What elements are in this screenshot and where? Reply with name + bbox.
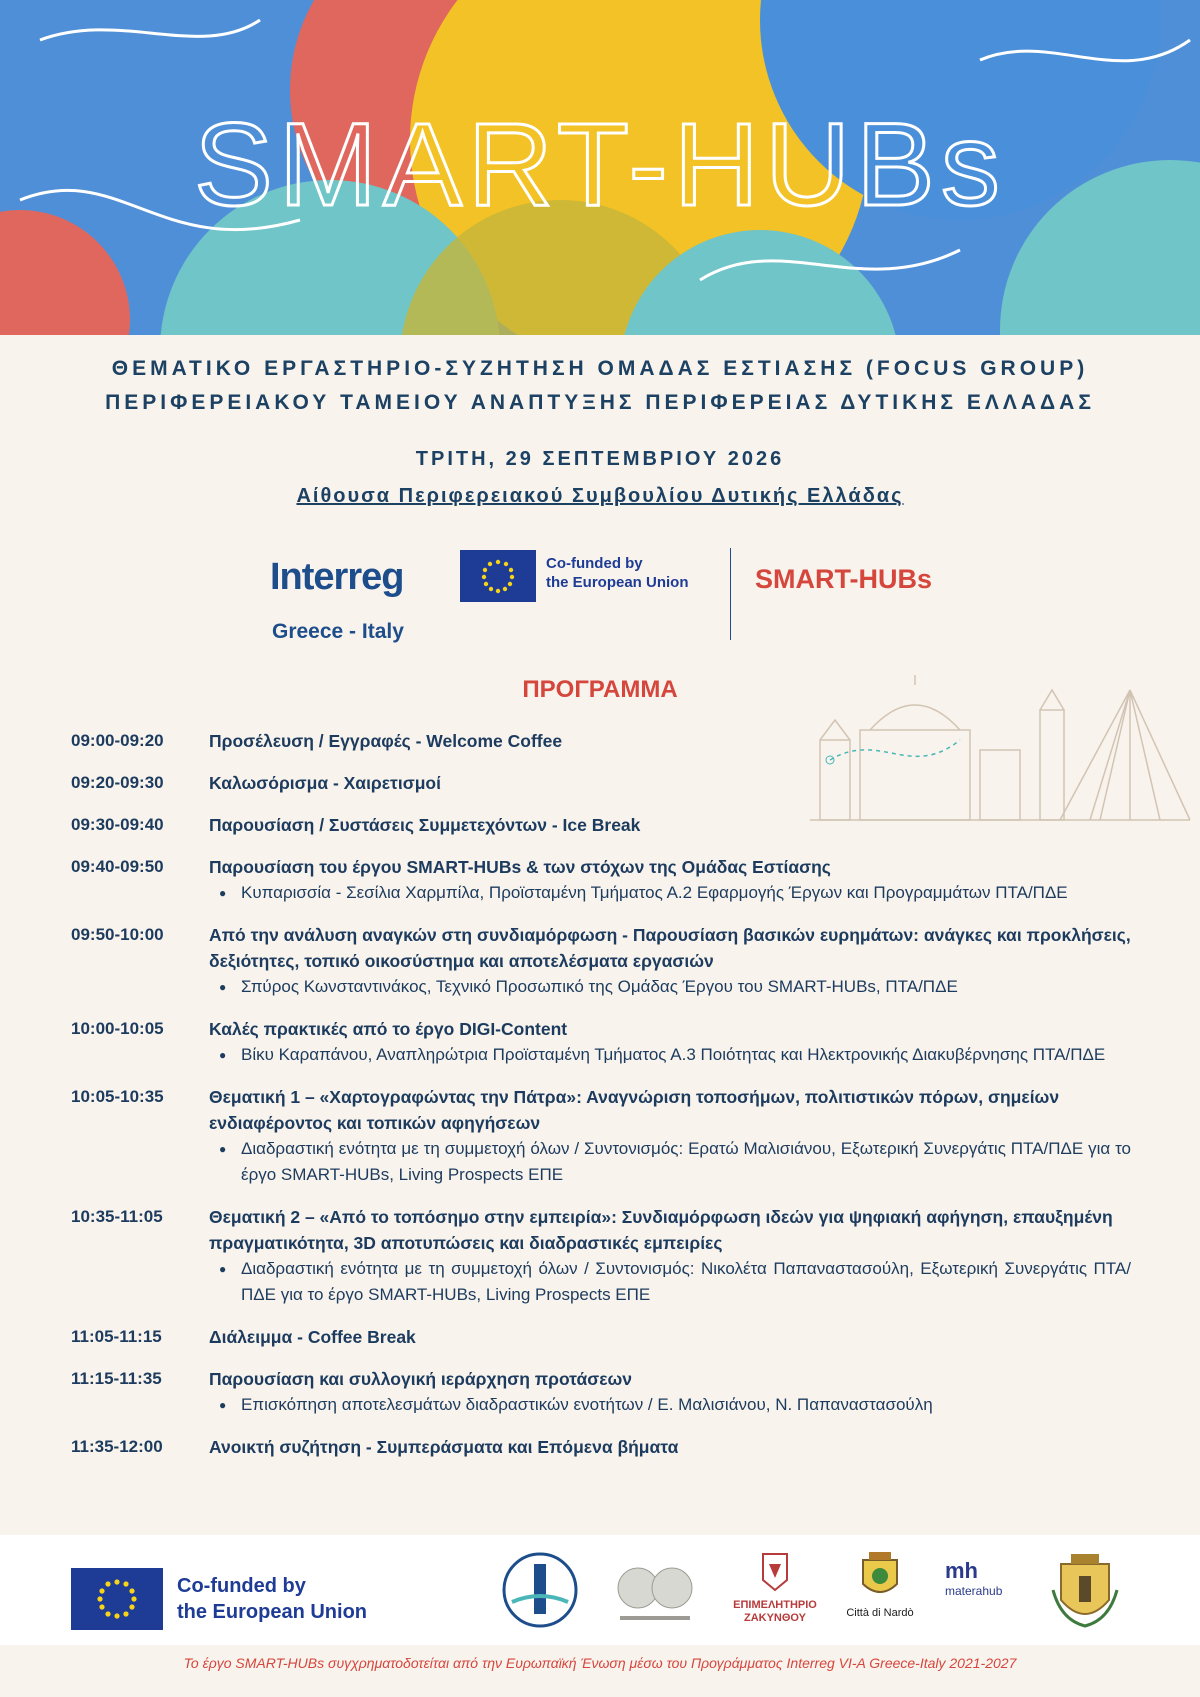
footer-cofund-line1: Co-funded by <box>177 1575 306 1597</box>
eu-flag-icon <box>460 550 536 602</box>
zakynthos-emblem-icon <box>755 1550 795 1594</box>
agenda-time: 09:40-09:50 <box>71 857 164 876</box>
agenda-content <box>209 1434 1131 1460</box>
agenda-topic: Από την ανάλυση αναγκών στη συνδιαμόρφωση - Παρουσίαση βασικών ευρημάτων: ανάγκες και προκλήσεις, δεξιότητες, τοπικό οικοσύστημα και αποτελέσματα εργασιών <box>209 925 1131 971</box>
event-date: ΤΡΙΤΗ, 29 ΣΕΠΤΕΜΒΡΙΟΥ 2026 <box>415 448 785 470</box>
agenda-time: 09:20-09:30 <box>71 773 164 792</box>
agenda-details <box>209 1042 1131 1068</box>
agenda-details <box>209 880 1131 906</box>
agenda-topic: Διάλειμμα - Coffee Break <box>209 1327 416 1347</box>
program-title: ΠΡΟΓΡΑΜΜΑ <box>522 676 678 703</box>
agenda-row <box>71 1324 1131 1350</box>
nardo-crest-icon <box>857 1550 903 1602</box>
banner-artwork <box>0 0 1200 335</box>
agenda-detail-item: ● Επισκόπηση αποτελεσμάτων διαδραστικών ενοτήτων / Ε. Μαλισιάνου, Ν. Παπαναστασούλη <box>241 1392 1131 1418</box>
agenda-time: 09:00-09:20 <box>71 731 164 750</box>
agenda-row <box>71 1366 1131 1418</box>
agenda-topic: Ανοικτή συζήτηση - Συμπεράσματα και Επόμενα βήματα <box>209 1437 679 1457</box>
zakynthos-chamber-logo <box>725 1550 825 1630</box>
agenda-detail-item: ● Σπύρος Κωνσταντινάκος, Τεχνικό Προσωπικό της Ομάδας Έργου του SMART-HUBs, ΠΤΑ/ΠΔΕ <box>241 974 1131 1000</box>
banner-logo-text: SMART-HUBs <box>194 99 1006 231</box>
cofund-line2: the European Union <box>546 574 689 591</box>
agenda-time: 10:00-10:05 <box>71 1019 164 1038</box>
agenda-time: 11:35-12:00 <box>71 1437 163 1456</box>
agenda-row <box>71 1084 1131 1188</box>
agenda-topic: Θεματική 1 – «Χαρτογραφώντας την Πάτρα»: Αναγνώριση τοποσήμων, πολιτιστικών πόρων, σημείων ενδιαφέροντος και τοπικών αφηγήσεων <box>209 1087 1060 1133</box>
agenda-details <box>209 1136 1131 1188</box>
agenda-time: 11:05-11:15 <box>71 1327 162 1346</box>
footer-logos <box>0 1535 1200 1645</box>
agenda-row <box>71 728 1131 754</box>
footer-cofund-text <box>177 1573 367 1625</box>
agenda-row <box>71 1016 1131 1068</box>
citta-di-nardo-logo <box>840 1550 920 1630</box>
chamber-aitoloakarnania-logo <box>610 1550 700 1630</box>
agenda-topic: Παρουσίαση του έργου SMART-HUBs & των στόχων της Ομάδας Εστίασης <box>209 857 831 877</box>
agenda-row <box>71 922 1131 1000</box>
agenda-topic: Καλωσόρισμα - Χαιρετισμοί <box>209 773 441 793</box>
hero-banner <box>0 0 1200 335</box>
agenda-detail-item: ● Κυπαρισσία - Σεσίλια Χαρμπίλα, Προϊσταμένη Τμήματος Α.2 Εφαρμογής Έργων και Προγραμμάτων ΠΤΑ/ΠΔΕ <box>241 880 1131 906</box>
nardo-label: Città di Nardò <box>846 1607 914 1619</box>
agenda-content <box>209 1204 1131 1308</box>
agenda-content <box>209 854 1131 906</box>
logo-divider <box>730 548 731 640</box>
agenda-topic: Καλές πρακτικές από το έργο DIGI-Content <box>209 1019 568 1039</box>
interreg-region: Greece - Italy <box>272 620 404 643</box>
agenda-content <box>209 812 1131 838</box>
materahub-logo <box>945 1550 1025 1630</box>
agenda-time: 09:50-10:00 <box>71 925 164 944</box>
interreg-logo: Interreg <box>270 556 404 598</box>
agenda-time: 11:15-11:35 <box>71 1369 162 1388</box>
municipal-crest-logo <box>1045 1550 1125 1630</box>
agenda-content <box>209 922 1131 1000</box>
agenda-list <box>71 728 1131 1476</box>
agenda-row <box>71 812 1131 838</box>
agenda-details <box>209 1256 1131 1308</box>
materahub-label: materahub <box>945 1584 1003 1598</box>
event-title-line2: ΠΕΡΙΦΕΡΕΙΑΚΟΥ ΤΑΜΕΙΟΥ ΑΝΑΠΤΥΞΗΣ ΠΕΡΙΦΕΡΕΙΑΣ ΔΥΤΙΚΗΣ ΕΛΛΑΔΑΣ <box>105 391 1095 414</box>
rda-western-greece-logo <box>500 1550 580 1630</box>
agenda-details <box>209 974 1131 1000</box>
agenda-content <box>209 770 1131 796</box>
agenda-content <box>209 1016 1131 1068</box>
event-title-line1: ΘΕΜΑΤΙΚΟ ΕΡΓΑΣΤΗΡΙΟ-ΣΥΖΗΤΗΣΗ ΟΜΑΔΑΣ ΕΣΤΙΑΣΗΣ (FOCUS GROUP) <box>111 357 1089 380</box>
zakynthos-label: ΕΠΙΜΕΛΗΤΗΡΙΟ ΖΑΚΥΝΘΟΥ <box>733 1599 817 1624</box>
agenda-row <box>71 770 1131 796</box>
smart-hubs-logo: SMART-HUBs <box>755 564 933 594</box>
agenda-topic: Παρουσίαση και συλλογική ιεράρχηση προτάσεων <box>209 1369 633 1389</box>
footer-eu-flag-icon <box>71 1568 163 1630</box>
agenda-row <box>71 854 1131 906</box>
agenda-topic: Παρουσίαση / Συστάσεις Συμμετεχόντων - Ice Break <box>209 815 641 835</box>
agenda-time: 10:05-10:35 <box>71 1087 164 1106</box>
agenda-detail-item: ● Διαδραστική ενότητα με τη συμμετοχή όλων / Συντονισμός: Ερατώ Μαλισιάνου, Εξωτερική Συνεργάτις ΠΤΑ/ΠΔΕ για το έργο SMART-HUBs, Living Prospects ΕΠΕ <box>241 1136 1131 1188</box>
cofund-text-top <box>546 554 689 592</box>
agenda-topic: Θεματική 2 – «Από το τοπόσημο στην εμπειρία»: Συνδιαμόρφωση ιδεών για ψηφιακή αφήγηση, επαυξημένη πραγματικότητα, 3D αποτυπώσεις και διαδραστικές εμπειρίες <box>209 1207 1113 1253</box>
agenda-row <box>71 1434 1131 1460</box>
event-header <box>0 352 1200 508</box>
funding-logos <box>270 548 970 648</box>
agenda-detail-item: ● Βίκυ Καραπάνου, Αναπληρώτρια Προϊσταμένη Τμήματος Α.3 Ποιότητας και Ηλεκτρονικής Διακυβέρνησης ΠΤΑ/ΠΔΕ <box>241 1042 1131 1068</box>
cofund-line1: Co-funded by <box>546 555 643 572</box>
footer-cofund-line2: the European Union <box>177 1601 367 1623</box>
funding-footnote: Το έργο SMART-HUBs συγχρηματοδοτείται από την Ευρωπαϊκή Ένωση μέσω του Προγράμματος Interreg VI-A Greece-Italy 2021-2027 <box>183 1655 1017 1671</box>
agenda-time: 10:35-11:05 <box>71 1207 163 1226</box>
materahub-mark: mh <box>945 1558 978 1583</box>
agenda-row <box>71 1204 1131 1308</box>
agenda-content <box>209 728 1131 754</box>
agenda-topic: Προσέλευση / Εγγραφές - Welcome Coffee <box>209 731 563 751</box>
agenda-detail-item: ● Διαδραστική ενότητα με τη συμμετοχή όλων / Συντονισμός: Νικολέτα Παπαναστασούλη, Εξωτερική Συνεργάτις ΠΤΑ/ΠΔΕ για το έργο SMART-HUBs, Living Prospects ΕΠΕ <box>241 1256 1131 1308</box>
agenda-time: 09:30-09:40 <box>71 815 164 834</box>
agenda-details <box>209 1392 1131 1418</box>
agenda-content <box>209 1366 1131 1418</box>
agenda-content <box>209 1084 1131 1188</box>
agenda-content <box>209 1324 1131 1350</box>
event-venue: Αίθουσα Περιφερειακού Συμβουλίου Δυτικής Ελλάδας <box>296 485 904 507</box>
